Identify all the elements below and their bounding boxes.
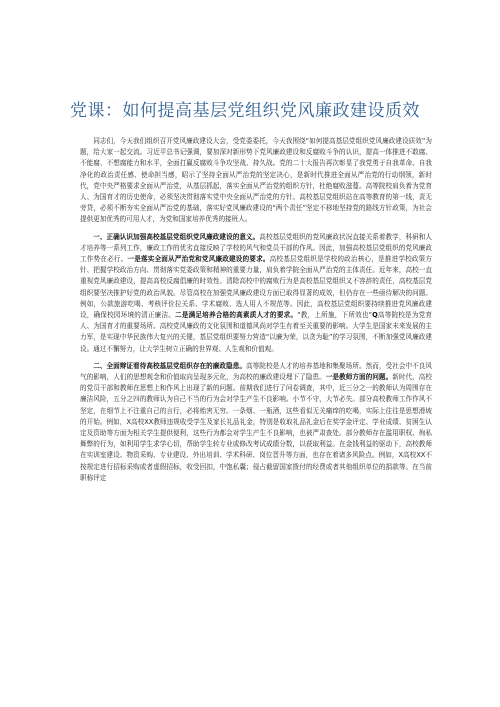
section-one-paragraph [80, 232, 432, 355]
section-two-paragraph [80, 361, 432, 484]
point-two-heading: 二是满足培养合格的高素质人才的要求。 [175, 311, 298, 320]
teacher-issue-heading: 一是教师方面的问题。 [325, 373, 393, 382]
section-one-marker: Q [372, 311, 378, 320]
point-one-heading: 一是落实全面从严治党和党风廉政建设的要求。 [127, 255, 270, 264]
section-one-text-d: 高等院校是为党育人、为国育才的重要场所。高校党风廉政的文化氛围和道德风尚对学生有着至关重要的影响。大学生是国家未来发展的主力军，是实现中华民族伟大复兴的关键，基层党组织要努力营造“以廉为荣，以贪为耻”的学习氛围，不断加强党风廉政建设。通过不懈努力，让大学生树立正确的世界观、人生观和价值观。 [80, 311, 433, 353]
intro-paragraph: 同志们，今天我们组织召开党风廉政建设大会，受党委委托，今天我围绕“如何提高基层党组织党风廉政建设质效”为题，给大家一起交流。习近平总书记强调，要加深对新形势下党风廉政建设和反腐败斗争的认识，提高一体推进不敢腐、不能腐、不想腐能力和水平，全面打赢反腐败斗争攻坚战、持久战。党的二十大报告再次彰显了我党勇于自我革命、自我净化的政治责任感、使命担当感，昭示了坚持全面从严治党的坚定决心，是新时代推进全面从严治党的行动纲领，新时代，党中央严格要求全面从严治党，从基层抓起，落实全面从严治党的组织方针，杜绝腐败滋蔓。高等院校肩负着为党育人、为国育才的历史使命，必须坚决贯彻落实党中央全面从严治党的方针。高校基层党组织站在高等教育的第一线，责无旁贷，必须不断夯实全面从严治党的基础，落实好党风廉政建设的“两个责任”坚定不移地坚持党的路线方针政策，为社会提供更加优秀的可用人才，为党和国家培养优秀的接班人。 [80, 137, 432, 224]
section-one-text-b: 高校基层党组织是学校的政治核心，是推进学校政策方针、把握学校政治方向、贯彻落实党委政策和精神的重要力量，肩负着学院全面从严治党的主体责任。近年来，高校一直重视党风廉政建设，提高高校反腐倡廉的时效性、清除高校中的腐败行为是高校基层党组织又不容辞的责任，高校基层党组织要坚决推护好党的政治风貌。尽管高校在加强党风廉政建设方面已取得显著的成效，但仍存在一些亟待解决的问题。例如，公款旅游吃喝、考核评价拉关系、学术腐败、选人用人不规范等。因此，高校基层党组织要持续推进党风廉政建设，确保校园环境的清正廉洁。 [80, 255, 433, 320]
section-one-heading: 一、正确认识加强高校基层党组织党风廉政建设的意义。 [93, 232, 260, 241]
page-title: 党课：如何提高基层党组织党风廉政建设质效 [70, 101, 420, 121]
section-one-text-a: 高校基层党组织的党风廉政状况直接关系着教学，科研和人才培养等一系列工作，廉政工作的优劣直接反映了学校的风气和党员干部的作风。因此，加强高校基层党组织的党风廉政工作势在必行。 [80, 232, 432, 264]
section-two-text-b: 新时代，高校的党员干部和教师在思想上和作风上出现了新的问题。前期我们进行了问卷调查，其中，近三分之一的教师认为周围存在廉洁风险，五分之四的教师认为自己不当的行为会对学生产生不良影响。小节不守，大节必失。部分高校教师工作作风不坚定，在细节上不注重自己的言行，必将贻害无穷。一条烟、一瓶酒，这些看似无关痛痒的吃喝，实际上往往是思想滑坡的开始。例如，X高校XX教师违规收受学生及家长礼品礼金，特别是收取礼品礼金后在奖学金评定、学业成绩、贫困生认定及资助等方面为相关学生提供便利，这些行为都会对学生产生不良影响，也被严肃查处。部分教师存在滥用职权、徇私舞弊的行为，如利用学生求学心切，帮助学生转专业或修改考试成绩分数，以获取利益。在金钱利益的驱动下，高校教师在实训室建设、物资采购、专业建设、外出培训、学术科研、岗位晋升等方面，也存在着诸多风险点。例如，X高校XX不按规定进行招标采购或者虚假招标，收受回扣，中饱私囊；侵占截留国家拨付的经费或者其他组织单位的捐款等。在当前职称评定 [80, 373, 433, 482]
section-two-text-a: 高等院校是人才的培养基地和集聚场所。然而，受社会中不良风气的影响，人们的思想观念和价值取向呈现多元化，为高校的廉政建设埋下了隐患。 [80, 361, 433, 382]
section-one-quote: “教，上所施，下所效也” [297, 311, 373, 320]
section-two-heading: 二、全面辩证看待高校基层党组织存在的廉政隐患。 [93, 361, 247, 370]
document-body [80, 136, 432, 490]
